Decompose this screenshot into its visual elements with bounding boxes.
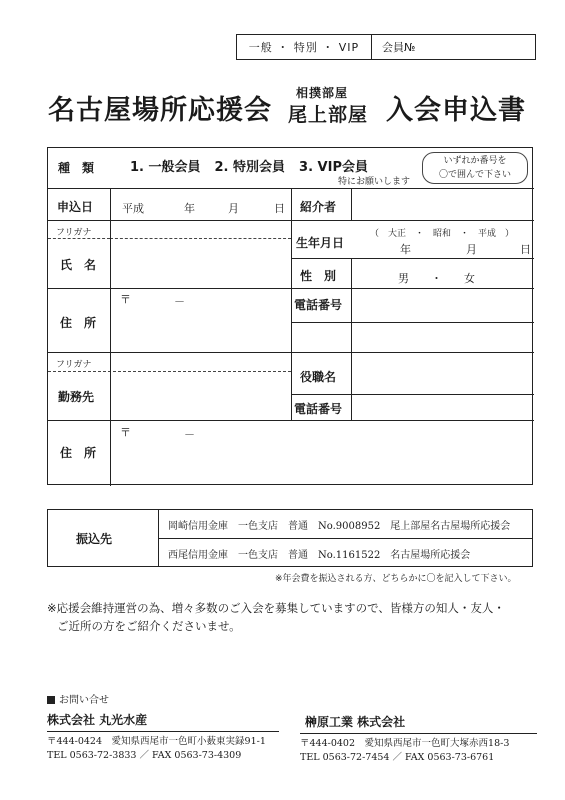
member-number-field[interactable]: 会員№ xyxy=(382,41,416,54)
bank-table xyxy=(47,509,533,567)
application-form xyxy=(47,147,533,485)
option-vip[interactable]: 3. VIP会員 xyxy=(299,160,368,175)
title-sub1: 相撲部屋 xyxy=(296,86,349,100)
referrer-field[interactable] xyxy=(352,189,532,219)
company-postal-mark: 〒 xyxy=(120,426,131,439)
company-furigana-label: フリガナ xyxy=(56,360,92,370)
phone-label: 電話番号 xyxy=(294,298,343,312)
postal-mark: 〒 xyxy=(120,293,131,306)
company2-address: 〒444-0402 愛知県西尾市一色町大塚赤西18-3 TEL 0563-72-7454 ／ FAX 0563-73-6761 xyxy=(300,738,510,763)
gender-options[interactable]: 男 ・ 女 xyxy=(398,272,475,285)
company2-name: 榊原工業 株式会社 xyxy=(305,715,406,729)
company-phone-field[interactable] xyxy=(352,395,532,419)
page-title xyxy=(48,82,538,132)
company1-address: 〒444-0424 愛知県西尾市一色町小薮東実録91-1 TEL 0563-72-3833 ／ FAX 0563-73-4309 xyxy=(47,736,266,761)
company-field[interactable] xyxy=(111,372,290,419)
membership-options xyxy=(130,156,368,175)
referrer-label: 紹介者 xyxy=(300,200,337,214)
bank-account-2[interactable]: 西尾信用金庫 一色支店 普通 No.1161522 名古屋場所応援会 xyxy=(168,550,471,561)
membership-types: 一般 ・ 特別 ・ VIP xyxy=(237,35,372,59)
address-label: 住 所 xyxy=(60,316,97,330)
birth-eras[interactable]: （ 大正 ・ 昭和 ・ 平成 ） xyxy=(370,229,515,239)
phone-field[interactable] xyxy=(352,289,532,321)
vip-note: 特にお願いします xyxy=(338,177,411,187)
bank-label: 振込先 xyxy=(76,532,113,546)
company-label: 勤務先 xyxy=(58,390,95,404)
bank-account-1[interactable]: 岡崎信用金庫 一色支店 普通 No.9008952 尾上部屋名古屋場所応援会 xyxy=(168,521,511,532)
instruction-bubble: いずれか番号を 〇で囲んで下さい xyxy=(422,152,528,184)
gender-label: 性 別 xyxy=(300,269,337,283)
title-sub2: 尾上部屋 xyxy=(288,104,369,126)
option-special[interactable]: 2. 特別会員 xyxy=(214,160,286,175)
birth-label: 生年月日 xyxy=(296,236,345,250)
position-field[interactable] xyxy=(352,353,532,393)
option-general[interactable]: 1. 一般会員 xyxy=(130,160,201,175)
company-address-label: 住 所 xyxy=(60,446,97,460)
apply-date-label: 申込日 xyxy=(57,200,94,214)
kind-label: 種 類 xyxy=(58,161,95,175)
square-bullet-icon xyxy=(47,696,55,704)
birth-day: 日 xyxy=(520,243,531,256)
position-label: 役職名 xyxy=(300,370,337,384)
postal-dash: － xyxy=(174,295,185,308)
company-postal-dash: － xyxy=(184,428,195,441)
title-main: 名古屋場所応援会 xyxy=(48,95,272,126)
company-phone-label: 電話番号 xyxy=(294,402,343,416)
company1-name: 株式会社 丸光水産 xyxy=(47,713,148,727)
title-end: 入会申込書 xyxy=(386,95,526,126)
day-label: 日 xyxy=(274,202,285,215)
company-address-field[interactable] xyxy=(111,421,532,484)
address-field[interactable] xyxy=(111,289,290,351)
year-label: 年 xyxy=(184,202,195,215)
era-heisei: 平成 xyxy=(122,202,144,215)
bank-note: ※年会費を振込される方、どちらかに〇を記入して下さい。 xyxy=(275,574,517,584)
contact-heading: お問い合せ xyxy=(47,691,109,706)
birth-month: 月 xyxy=(466,243,477,256)
member-type-box xyxy=(236,34,536,60)
month-label: 月 xyxy=(228,202,239,215)
name-label: 氏 名 xyxy=(60,258,97,272)
notice: ※応援会維持運営の為、増々多数のご入会を募集していますので、皆様方の知人・友人・ ご近所の方をご紹介くださいませ。 xyxy=(47,601,505,633)
birth-year: 年 xyxy=(400,243,411,256)
name-field[interactable] xyxy=(111,239,290,287)
furigana-label: フリガナ xyxy=(56,228,92,238)
